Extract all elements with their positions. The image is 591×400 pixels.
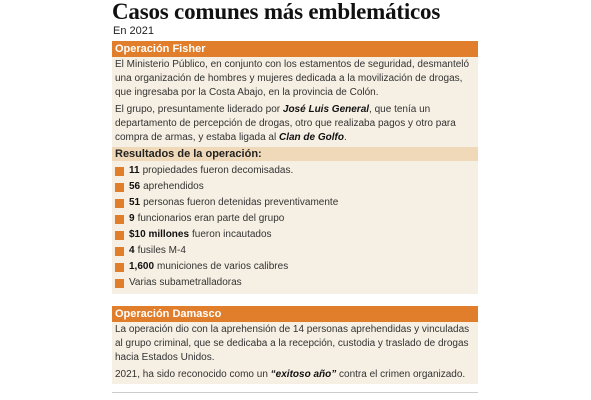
- square-bullet-icon: [115, 215, 124, 224]
- result-number: 51: [129, 197, 141, 208]
- success-quote: “exitoso año”: [270, 369, 337, 380]
- damasco-p2-text-b: contra el crimen organizado.: [336, 369, 466, 380]
- result-text: fusiles M-4: [137, 245, 186, 256]
- fisher-section: [112, 41, 478, 294]
- list-item: [112, 195, 478, 211]
- list-item: [112, 179, 478, 195]
- result-text: funcionarios eran parte del grupo: [137, 213, 285, 224]
- year-label: En 2021: [113, 25, 154, 37]
- result-number: 56: [129, 181, 141, 192]
- square-bullet-icon: [115, 231, 124, 240]
- result-text: personas fueron detenidas preventivamente: [143, 197, 339, 208]
- list-item: [112, 259, 478, 275]
- results-list: [112, 161, 478, 294]
- damasco-section: [112, 306, 478, 384]
- result-text: aprehendidos: [143, 181, 204, 192]
- damasco-heading: Operación Damasco: [112, 306, 478, 322]
- damasco-paragraph-1: La operación dio con la aprehensión de 14 personas aprehendidas y vinculadas al grupo criminal, que se dedicaba a la recepción, custodia y traslado de drogas hacia Estados Unidos.: [115, 324, 470, 363]
- result-number: 4: [129, 245, 135, 256]
- list-item: [112, 275, 478, 291]
- result-text: propiedades fueron decomisadas.: [142, 165, 294, 176]
- result-number: 9: [129, 213, 135, 224]
- clan-name: Clan de Golfo: [278, 132, 344, 143]
- result-number: 1,600: [129, 261, 155, 272]
- list-item: [112, 243, 478, 259]
- result-text: municiones de varios calibres: [157, 261, 289, 272]
- result-number: $10 millones: [129, 229, 190, 240]
- result-number: 11: [129, 165, 140, 176]
- square-bullet-icon: [115, 279, 124, 288]
- square-bullet-icon: [115, 247, 124, 256]
- leader-name: José Luis General: [282, 104, 370, 115]
- bottom-divider: [112, 392, 478, 393]
- damasco-p2-text-a: 2021, ha sido reconocido como un: [115, 369, 271, 380]
- fisher-heading: Operación Fisher: [112, 41, 478, 57]
- fisher-paragraph-1: El Ministerio Público, en conjunto con los estamentos de seguridad, desmanteló una organización de hombres y mujeres dedicada a la movilización de drogas, que ingresaba por la Costa Abajo, en la provincia de Colón.: [115, 59, 470, 98]
- page-title: Casos comunes más emblemáticos: [112, 0, 441, 24]
- square-bullet-icon: [115, 183, 124, 192]
- fisher-p2-text-c: .: [343, 132, 347, 143]
- fisher-body: [112, 57, 478, 294]
- list-item: [112, 163, 478, 179]
- list-item: [112, 211, 478, 227]
- square-bullet-icon: [115, 263, 124, 272]
- damasco-paragraph-2: [112, 367, 478, 384]
- damasco-body: [112, 322, 478, 384]
- article: [112, 0, 478, 384]
- fisher-paragraph-2: [112, 102, 478, 147]
- result-text: Varias subametralladoras: [129, 277, 242, 288]
- square-bullet-icon: [115, 167, 124, 176]
- results-heading: Resultados de la operación:: [112, 147, 478, 161]
- result-text: fueron incautados: [192, 229, 272, 240]
- square-bullet-icon: [115, 199, 124, 208]
- fisher-p2-text-a: El grupo, presuntamente liderado por: [115, 104, 283, 115]
- fisher-p2-text-b: , que tenía un departamento de percepción de drogas, otro que realizaba pagos y otro para compra de armas, y estaba ligada al: [115, 104, 456, 143]
- list-item: [112, 227, 478, 243]
- section-gap: [112, 294, 478, 306]
